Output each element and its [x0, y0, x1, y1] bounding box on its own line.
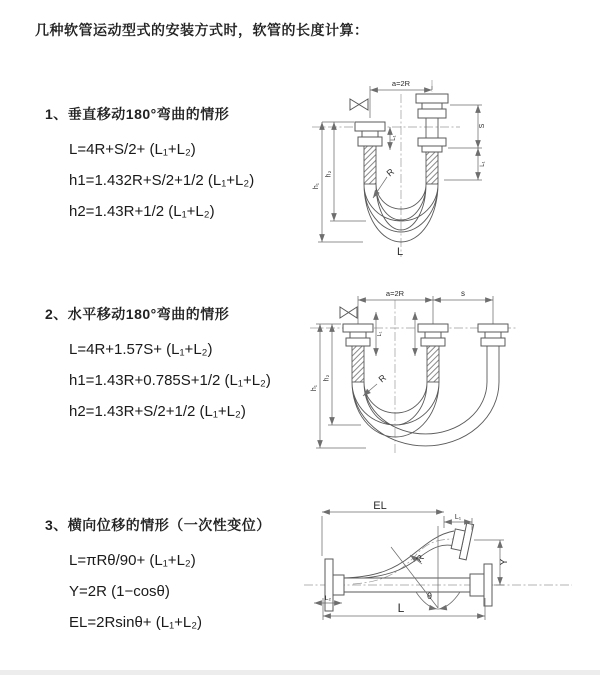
formula-line: h1=1.432R+S/2+1/2 (L₁+L₂) — [69, 172, 255, 189]
page-title: 几种软管运动型式的安装方式时，软管的长度计算： — [35, 22, 369, 38]
upper-flange — [449, 521, 473, 560]
section-vertical — [45, 103, 315, 227]
section-lateral — [45, 514, 315, 638]
dim-label-l1: L₁ — [454, 514, 462, 521]
dim-label-l: L — [397, 601, 405, 615]
diagram-horizontal-180-bend — [306, 282, 600, 458]
dim-label-l1: L₁ — [377, 331, 383, 337]
diagram-vertical-180-bend — [308, 74, 593, 259]
length-label: L — [397, 246, 404, 258]
formula-line: L=4R+S/2+ (L₁+L₂) — [69, 141, 196, 158]
page-bottom-edge — [0, 670, 600, 675]
hose-u-bend — [352, 382, 499, 446]
formula-line: Y=2R (1−cosθ) — [69, 583, 170, 600]
dim-label-h1: h₁ — [311, 384, 318, 392]
dim-label-l2: L₂ — [324, 595, 332, 602]
dim-label-l1-right: L₁ — [480, 161, 486, 167]
formula-line: h2=1.43R+1/2 (L₁+L₂) — [69, 203, 215, 220]
diagram-lateral-displacement — [298, 498, 600, 660]
braided-hose-section — [352, 346, 364, 382]
section-horizontal — [45, 303, 315, 427]
radius-label: R — [376, 372, 389, 385]
formula-line: h2=1.43R+S/2+1/2 (L₁+L₂) — [69, 403, 246, 420]
flange-fittings — [343, 324, 508, 346]
dim-label-h2: h₂ — [325, 170, 333, 178]
braided-hose-section — [364, 146, 376, 184]
dim-label-el: EL — [373, 500, 387, 512]
formula-line: EL=2Rsinθ+ (L₁+L₂) — [69, 614, 203, 631]
dim-label-s: s — [461, 289, 465, 298]
dim-label-a2r: a=2R — [385, 289, 405, 298]
dim-label-h1: h₁ — [313, 182, 320, 190]
dim-label-l1-left: L₁ — [391, 135, 397, 141]
valve-icon — [350, 99, 368, 110]
dim-label-s: S — [479, 123, 486, 129]
radius-label: R — [414, 552, 426, 565]
formula-line: L=4R+1.57S+ (L₁+L₂) — [69, 341, 213, 358]
section-heading: 1、垂直移动180°弯曲的情形 — [45, 106, 230, 122]
dim-label-h2: h₂ — [323, 374, 331, 382]
radius-label: R — [384, 166, 397, 179]
braided-hose-section — [426, 152, 438, 184]
dim-label-y: Y — [499, 558, 510, 566]
dim-label-a2r: a=2R — [391, 79, 411, 88]
formula-line: L=πRθ/90+ (L₁+L₂) — [69, 552, 196, 569]
formula-line: h1=1.43R+0.785S+1/2 (L₁+L₂) — [69, 372, 271, 389]
theta-label: θ — [427, 591, 433, 601]
section-heading: 3、横向位移的情形（一次性变位） — [45, 517, 271, 533]
braided-hose-section — [427, 346, 439, 382]
valve-icon — [340, 307, 357, 318]
section-heading: 2、水平移动180°弯曲的情形 — [45, 306, 230, 322]
